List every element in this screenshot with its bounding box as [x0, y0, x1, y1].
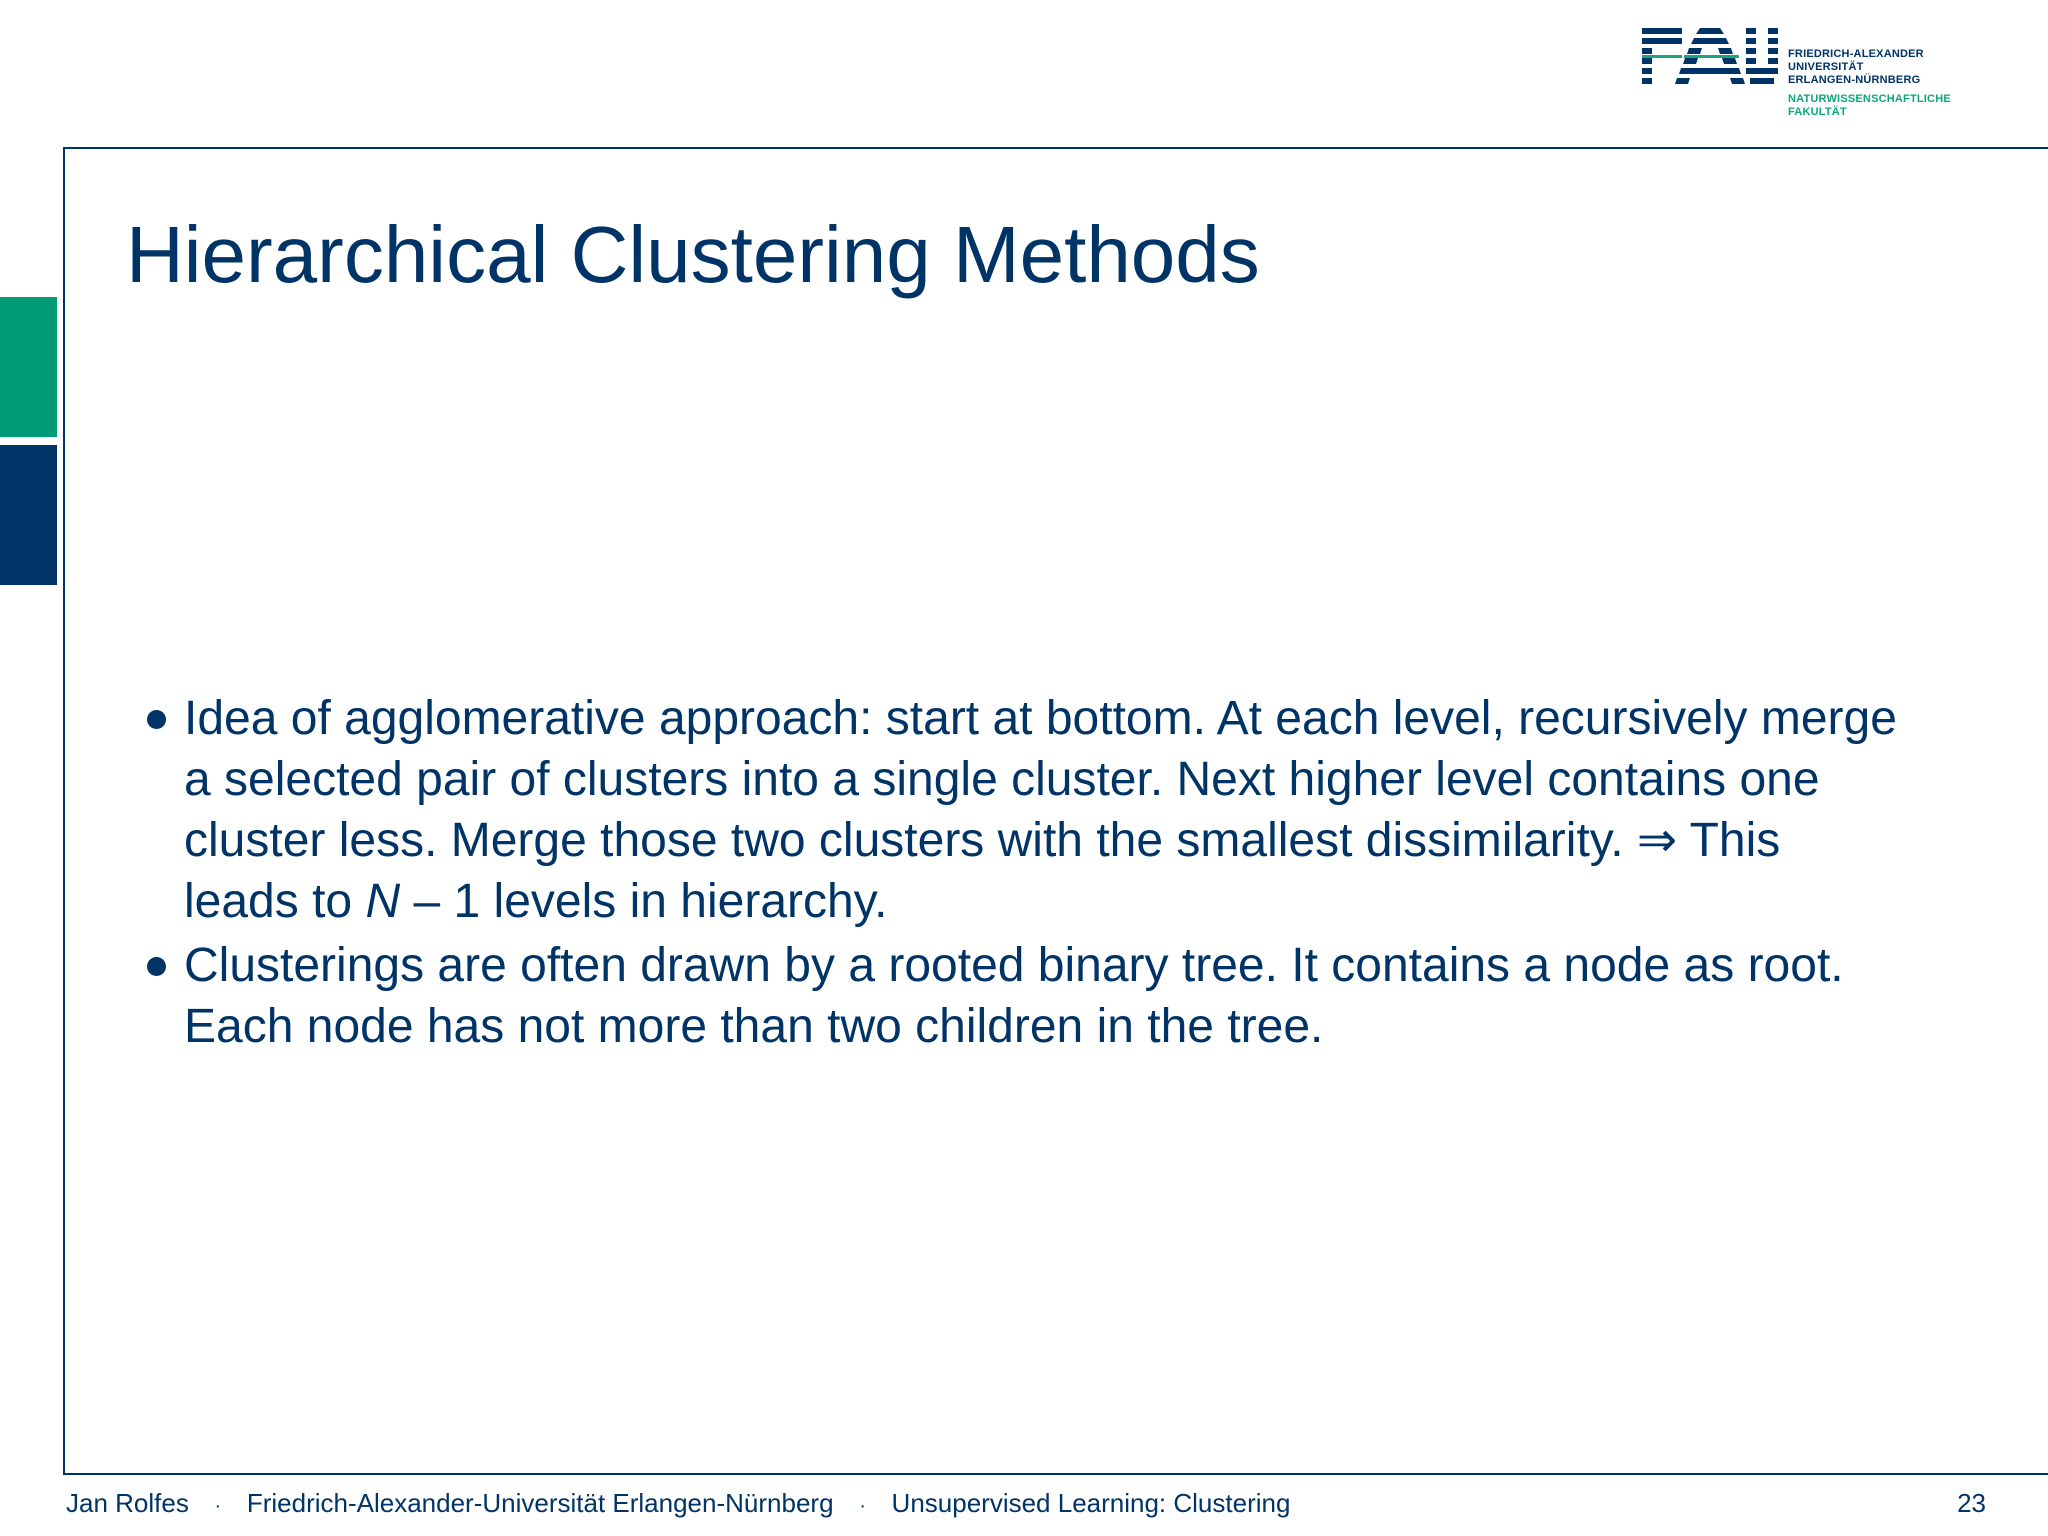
implies-arrow-icon: ⇒ — [1636, 814, 1678, 867]
fau-logo — [1642, 26, 1972, 122]
math-variable: N — [365, 875, 401, 928]
university-name-line: UNIVERSITÄT — [1788, 61, 1864, 73]
bullet-text-part: Idea of agglomerative approach: start at bottom. At each level, recursively merge a selected pair of clusters into a single cluster. Next higher level contains one cluster less. Merge those two clusters with the smallest dissimilarity. — [184, 692, 1897, 867]
footer-author: Jan Rolfes — [66, 1488, 189, 1518]
faculty-name — [1788, 93, 1951, 119]
footer-institution: Friedrich-Alexander-Universität Erlangen-Nürnberg — [246, 1488, 834, 1518]
slide-title: Hierarchical Clustering Methods — [126, 210, 1260, 299]
accent-bar-blue — [0, 445, 57, 585]
bullet-text — [184, 692, 1897, 928]
bullet-icon — [147, 957, 166, 976]
bullet-text-part: – 1 levels in hierarchy. — [400, 875, 888, 928]
bullet-item — [144, 935, 1904, 1057]
university-name-line: FRIEDRICH-ALEXANDER — [1788, 48, 1924, 60]
accent-bar-green — [0, 297, 57, 437]
footer-course: Unsupervised Learning: Clustering — [891, 1488, 1291, 1518]
faculty-name-line: NATURWISSENSCHAFTLICHE — [1788, 93, 1951, 105]
fau-wordmark-logo — [1642, 26, 1778, 84]
university-name — [1788, 48, 1924, 87]
footer-separator: · — [859, 1495, 866, 1517]
faculty-name-line: FAKULTÄT — [1788, 106, 1847, 118]
bullet-text-part: This leads to — [184, 814, 1781, 928]
bullet-list — [144, 688, 1904, 1060]
footer — [66, 1486, 1986, 1520]
university-name-line: ERLANGEN-NÜRNBERG — [1788, 74, 1921, 86]
bullet-text: Clusterings are often drawn by a rooted binary tree. It contains a node as root. Each node has not more than two children in the tree. — [184, 939, 1844, 1053]
footer-separator: · — [214, 1495, 222, 1517]
bullet-item — [144, 688, 1904, 932]
page-number: 23 — [1957, 1488, 1986, 1518]
bullet-icon — [147, 710, 166, 729]
